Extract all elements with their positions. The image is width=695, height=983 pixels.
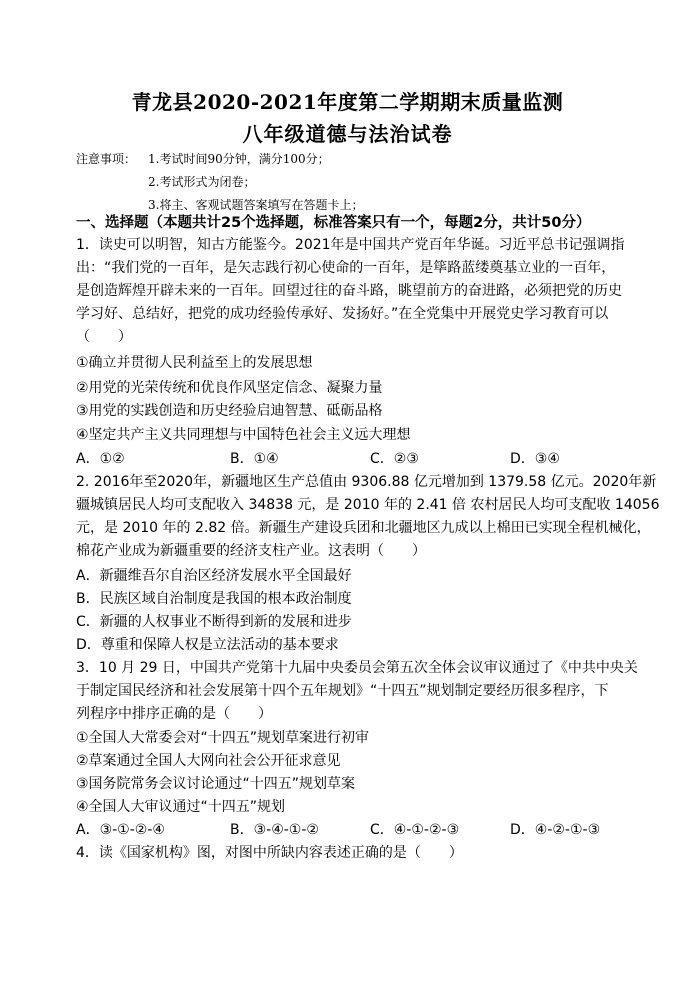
notice-item: 2.考试形式为闭卷； bbox=[148, 175, 256, 189]
notice-block bbox=[76, 148, 363, 217]
question-1-text: 1．读史可以明智，知古方能鉴今。2021年是中国共产党百年华诞。习近平总书记强调指 bbox=[76, 237, 625, 253]
option-d[interactable]: D．尊重和保障人权是立法活动的基本要求 bbox=[76, 637, 339, 653]
choice-a[interactable]: A．③-①-②-④ bbox=[76, 822, 165, 838]
statement-item: ②用党的光荣传统和优良作风坚定信念、凝聚力量 bbox=[76, 380, 383, 396]
choice-c[interactable]: C．②③ bbox=[370, 451, 419, 467]
question-1-text: 出：“我们党的一百年，是矢志践行初心使命的一百年，是筚路蓝缕奠基立业的一百年， bbox=[76, 260, 616, 276]
section-heading: 一、选择题（本题共计25个选择题，标准答案只有一个，每题2分，共计50分） bbox=[76, 215, 591, 231]
question-1-text: 学习好、总结好，把党的成功经验传承好、发扬好。”在全党集中开展党史学习教育可以 bbox=[76, 306, 609, 322]
question-2-text: 2. 2016年至2020年，新疆地区生产总值由 9306.88 亿元增加到 1379.58 亿元。2020年新 bbox=[76, 474, 657, 490]
question-2-text: 元，是 2010 年的 2.82 倍。新疆生产建设兵团和北疆地区九成以上棉田已实现全程机械化， bbox=[76, 520, 651, 536]
choice-d[interactable]: D．④-②-①-③ bbox=[510, 822, 601, 838]
choice-b[interactable]: B．①④ bbox=[230, 451, 279, 467]
question-3-text: 3．10 月 29 日，中国共产党第十九届中央委员会第五次全体会议审议通过了《中共中央关 bbox=[76, 660, 638, 676]
statement-item: ①全国人大常委会对“十四五”规划草案进行初审 bbox=[76, 730, 370, 746]
choice-c[interactable]: C．④-①-②-③ bbox=[370, 822, 460, 838]
statement-item: ③国务院常务会议讨论通过“十四五”规划草案 bbox=[76, 776, 356, 792]
statement-item: ③用党的实践创造和历史经验启迪智慧、砥砺品格 bbox=[76, 403, 383, 419]
statement-item: ④坚定共产主义共同理想与中国特色社会主义远大理想 bbox=[76, 427, 411, 443]
question-3-text: 列程序中排序正确的是（ ） bbox=[76, 706, 272, 722]
notice-label: 注意事项： bbox=[76, 152, 137, 166]
choice-d[interactable]: D．③④ bbox=[510, 451, 560, 467]
option-b[interactable]: B．民族区域自治制度是我国的根本政治制度 bbox=[76, 591, 352, 607]
option-c[interactable]: C．新疆的人权事业不断得到新的发展和进步 bbox=[76, 614, 352, 630]
choice-b[interactable]: B．③-④-①-② bbox=[230, 822, 319, 838]
notice-item: 3.将主、客观试题答案填写在答题卡上； bbox=[148, 198, 364, 212]
statement-item: ①确立并贯彻人民利益至上的发展思想 bbox=[76, 355, 313, 371]
question-1-text: 是创造辉煌开辟未来的一百年。回望过往的奋斗路，眺望前方的奋进路，必须把党的历史 bbox=[76, 283, 622, 299]
answer-blank: （ ） bbox=[76, 329, 132, 345]
statement-item: ④全国人大审议通过“十四五”规划 bbox=[76, 799, 286, 815]
question-2-text: 棉花产业成为新疆重要的经济支柱产业。这表明（ ） bbox=[76, 543, 426, 559]
notice-item: 1.考试时间90分钟，满分100分； bbox=[148, 152, 330, 166]
option-a[interactable]: A．新疆维吾尔自治区经济发展水平全国最好 bbox=[76, 568, 352, 584]
exam-title: 青龙县2020-2021年度第二学期期末质量监测 bbox=[131, 90, 564, 114]
statement-item: ②草案通过全国人大网向社会公开征求意见 bbox=[76, 753, 341, 769]
question-3-text: 于制定国民经济和社会发展第十四个五年规划》“十四五”规划制定要经历很多程序，下 bbox=[76, 683, 609, 699]
exam-subtitle: 八年级道德与法治试卷 bbox=[242, 122, 453, 146]
question-2-text: 疆城镇居民人均可支配收入 34838 元，是 2010 年的 2.41 倍 农村居民人均可支配收 14056 bbox=[76, 497, 660, 513]
choice-a[interactable]: A．①② bbox=[76, 451, 125, 467]
question-4-text: 4．读《国家机构》图，对图中所缺内容表述正确的是（ ） bbox=[76, 845, 463, 861]
